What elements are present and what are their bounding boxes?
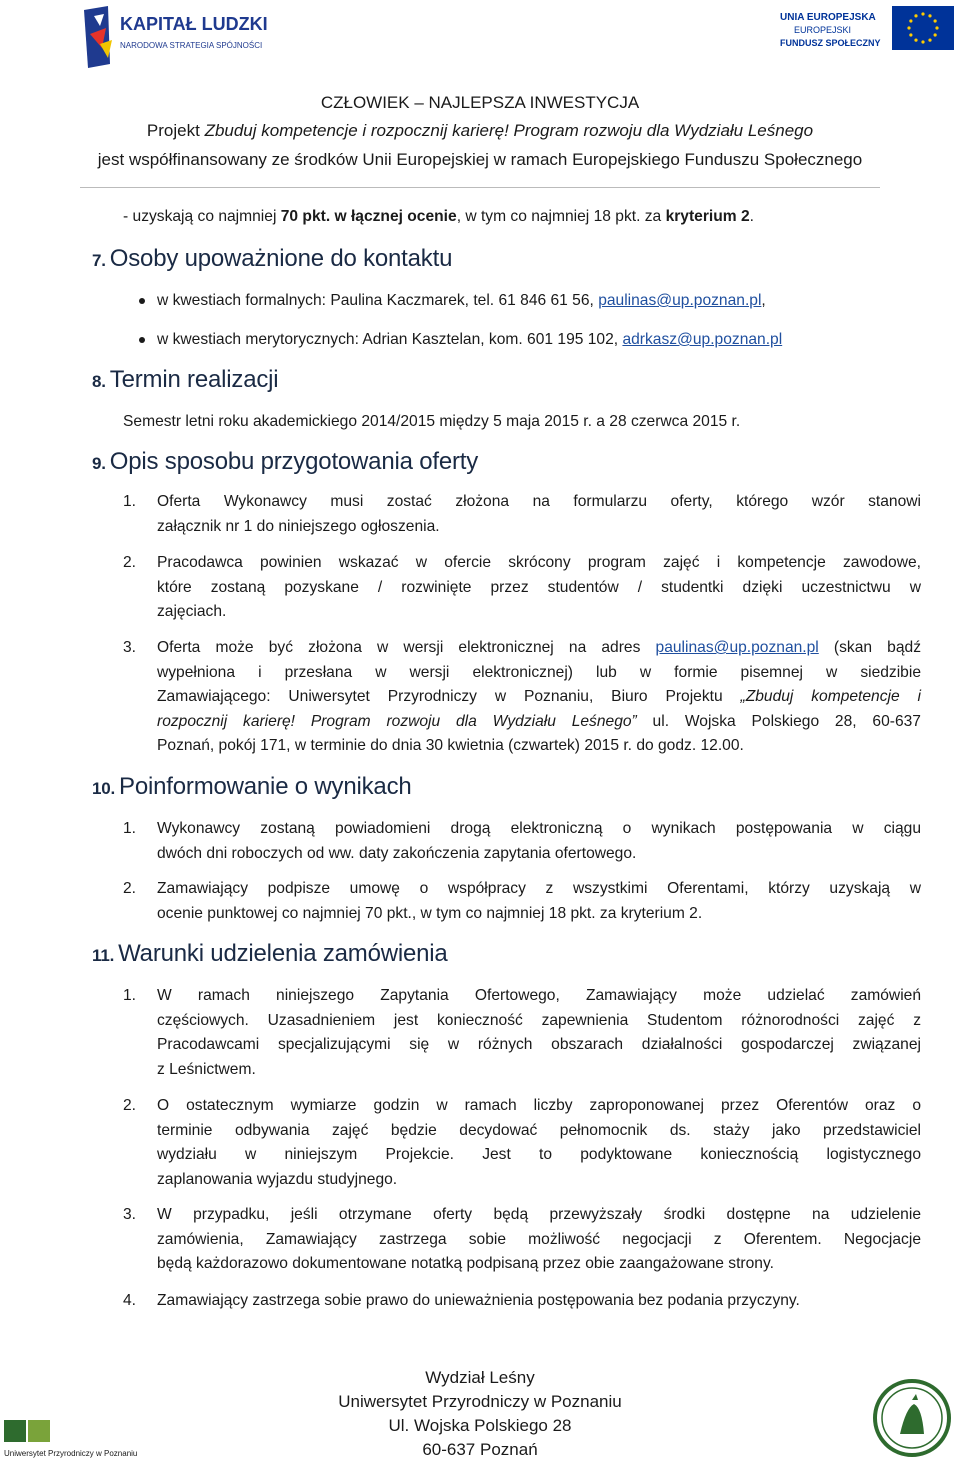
s9-item-3-line: wypełniona i przesłana w wersji elektronicznej) lub w formie pisemnej w siedzibie [157, 663, 921, 681]
s9-item-3-text: ul. Wojska Polskiego 28, 60-637 [636, 712, 921, 730]
intro-p2: , w tym co najmniej 18 pkt. za [456, 208, 666, 225]
s10-item-2 [157, 877, 921, 926]
s10-item-1-line: dwóch dni roboczych od ww. daty zakończenia zapytania ofertowego. [157, 844, 637, 862]
university-logo-text: Uniwersytet Przyrodniczy w Poznaniu [4, 1449, 138, 1458]
s9-item-3-num: 3. [123, 639, 137, 656]
s9-item-3-text: (skan bądź [818, 639, 921, 656]
section-8-text: Semestr letni roku akademickiego 2014/2015 między 5 maja 2015 r. a 28 czerwca 2015 r. [123, 413, 741, 430]
footer-line-2: Uniwersytet Przyrodniczy w Poznaniu [338, 1392, 622, 1411]
university-logo [0, 1418, 140, 1463]
contact-substantive [157, 330, 782, 350]
project-name: Zbuduj kompetencje i rozpocznij karierę! Program rozwoju dla Wydziału Leśnego [204, 121, 814, 140]
eu-star-icon [914, 14, 917, 17]
s10-item-2-line: ocenie punktowej co najmniej 70 pkt., w tym co najmniej 18 pkt. za kryterium 2. [157, 904, 703, 922]
s11-item-1-line: z Leśnictwem. [157, 1060, 256, 1078]
section-10-heading [92, 772, 412, 804]
project-prefix: Projekt [146, 121, 205, 140]
s9-item-2-line: zajęciach. [157, 603, 227, 620]
intro-p3: . [749, 208, 754, 225]
intro-b1: 70 pkt. w łącznej ocenie [280, 208, 457, 225]
section-10-num: 10. [92, 779, 116, 798]
s11-item-2-line: wydziału w niniejszym Projekcie. Jest to podyktowane koniecznością logistycznego [157, 1146, 921, 1163]
footer-line-1: Wydział Leśny [425, 1368, 535, 1387]
eu-star-icon [928, 14, 931, 17]
eu-star-icon [934, 19, 937, 22]
s9-item-1 [157, 490, 921, 539]
section-8-title: Termin realizacji [109, 366, 279, 393]
s10-item-1-num: 1. [123, 820, 137, 837]
s11-item-1-line: Pracodawcami specjalizującymi się w różnych obszarach działalności gospodarczej związanej [157, 1036, 921, 1053]
eu-star-icon [914, 39, 917, 42]
s11-item-3-line: W przypadku, jeśli otrzymane oferty będą przewyższały środki dostępne na udzielenie [157, 1206, 921, 1223]
section-9-num: 9. [92, 454, 106, 473]
eu-star-icon [928, 39, 931, 42]
s11-item-1 [157, 984, 921, 1082]
section-10-title: Poinformowanie o wynikach [119, 773, 412, 800]
ue-line1: UNIA EUROPEJSKA [780, 12, 876, 23]
section-7-title: Osoby upoważnione do kontaktu [109, 245, 453, 272]
section-8-num: 8. [92, 372, 106, 391]
section-8-heading [92, 365, 278, 397]
contact-substantive-email-link[interactable]: adrkasz@up.poznan.pl [622, 331, 783, 348]
s9-item-2-line: które zostaną pozyskane / rozwinięte przez studentów / studentki dzięki uczestnictwu w [157, 578, 921, 596]
s9-item-2 [157, 551, 921, 625]
s11-item-3-num: 3. [123, 1206, 137, 1223]
section-9-heading [92, 447, 478, 479]
contact-formal-text: w kwestiach formalnych: Paulina Kaczmarek, tel. 61 846 61 56, [157, 292, 599, 309]
s9-item-3-line [157, 636, 921, 661]
eu-star-icon [935, 26, 938, 29]
intro-b2: kryterium 2 [665, 208, 750, 225]
intro-line [123, 207, 754, 227]
footer-line-4: 60-637 Poznań [422, 1440, 538, 1459]
intro-p1: - uzyskają co najmniej [123, 208, 281, 225]
s10-item-2-num: 2. [123, 880, 137, 897]
s9-item-3-text: Oferta może być złożona w wersji elektronicznej na adres [157, 639, 656, 656]
s11-item-4 [157, 1289, 921, 1314]
section-9-title: Opis sposobu przygotowania oferty [109, 448, 479, 475]
s11-item-1-num: 1. [123, 987, 137, 1004]
kl-subtitle: NARODOWA STRATEGIA SPÓJNOŚCI [120, 41, 263, 50]
s9-item-3-italic: „Zbuduj kompetencje i [740, 688, 921, 705]
university-logo-mark [28, 1420, 50, 1442]
s11-item-3 [157, 1203, 921, 1277]
s9-item-3-line [157, 710, 921, 735]
s11-item-2-line: zaplanowania wyjazdu studyjnego. [157, 1170, 398, 1188]
s10-item-2-line: Zamawiający podpisze umowę o współpracy z wszystkimi Oferentami, którzy uzyskają w [157, 880, 921, 897]
s11-item-2-num: 2. [123, 1097, 137, 1114]
eu-star-icon [909, 33, 912, 36]
s9-item-3-italic: rozpocznij karierę! Program rozwoju dla Wydziału Leśnego” [157, 712, 637, 730]
kl-title: KAPITAŁ LUDZKI [120, 14, 268, 34]
s9-item-3 [157, 636, 921, 759]
ue-line2: EUROPEJSKI [794, 25, 852, 35]
project-line [0, 121, 960, 141]
s11-item-3-line: zamówienia, Zamawiający zastrzega sobie możliwość negocjacji z Oferentem. Negocjacje [157, 1230, 921, 1248]
s9-item-1-line: załącznik nr 1 do niniejszego ogłoszenia. [157, 517, 440, 535]
s9-item-2-num: 2. [123, 554, 137, 571]
s10-item-1 [157, 817, 921, 866]
s11-item-1-line: W ramach niniejszego Zapytania Ofertowego, Zamawiający może udzielać zamówień [157, 987, 921, 1004]
ue-line3: FUNDUSZ SPOŁECZNY [780, 38, 881, 48]
s11-item-2 [157, 1094, 921, 1192]
footer-line-3: Ul. Wojska Polskiego 28 [388, 1416, 572, 1435]
s11-item-2-line: O ostatecznym wymiarze godzin w ramach liczby zaproponowanej przez Oferentów oraz o [157, 1097, 921, 1114]
header-divider [80, 187, 880, 188]
contact-substantive-text: w kwestiach merytorycznych: Adrian Kasztelan, kom. 601 195 102, [157, 331, 623, 348]
s9-item-1-num: 1. [123, 493, 137, 510]
motto: CZŁOWIEK – NAJLEPSZA INWESTYCJA [320, 93, 640, 112]
bullet-icon [139, 337, 145, 343]
s10-item-1-line: Wykonawcy zostaną powiadomieni drogą elektroniczną o wynikach postępowania w ciągu [157, 820, 921, 837]
s9-item-3-line: Poznań, pokój 171, w terminie do dnia 30 kwietnia (czwartek) 2015 r. do godz. 12.00. [157, 737, 744, 754]
contact-formal-email-link[interactable]: paulinas@up.poznan.pl [598, 292, 762, 309]
eu-star-icon [921, 40, 924, 43]
contact-formal [157, 291, 766, 311]
eu-star-icon [909, 19, 912, 22]
s11-item-1-line: częściowych. Uzasadnieniem jest konieczność zapewnienia Studentom różnorodności zajęć z [157, 1011, 921, 1029]
s9-item-3-line [157, 685, 921, 710]
contact-formal-tail: , [761, 292, 766, 309]
s9-item-1-line: Oferta Wykonawcy musi zostać złożona na formularzu oferty, którego wzór stanowi [157, 493, 921, 510]
bullet-icon [139, 298, 145, 304]
faculty-seal-icon [872, 1378, 952, 1458]
section-11-title: Warunki udzielenia zamówienia [118, 940, 448, 967]
s11-item-4-line: Zamawiający zastrzega sobie prawo do unieważnienia postępowania bez podania przyczyny. [157, 1292, 800, 1309]
section-11-num: 11. [92, 946, 115, 965]
cofinanced-line: jest współfinansowany ze środków Unii Europejskiej w ramach Europejskiego Funduszu Społecznego [97, 150, 863, 169]
s9-item-3-text: Zamawiającego: Uniwersytet Przyrodniczy w Poznaniu, Biuro Projektu [157, 688, 741, 705]
eu-star-icon [921, 12, 924, 15]
s11-item-4-num: 4. [123, 1292, 137, 1309]
section-11-heading [92, 939, 448, 971]
university-logo-mark [4, 1420, 26, 1442]
kapital-ludzki-logo [80, 4, 280, 70]
section-7-heading [92, 244, 452, 276]
eu-star-icon [934, 33, 937, 36]
eu-star-icon [907, 26, 910, 29]
s9-item-3-email-link[interactable]: paulinas@up.poznan.pl [655, 639, 819, 656]
eu-efs-logo [780, 6, 956, 56]
s11-item-2-line: terminie odbywania zajęć będzie decydować pełnomocnik ds. staży jako przedstawiciel [157, 1121, 921, 1139]
s9-item-2-line: Pracodawca powinien wskazać w ofercie skrócony program zajęć i kompetencje zawodowe, [157, 554, 921, 571]
s11-item-3-line: będą każdorazowo dokumentowane notatką podpisaną przez obie zaangażowane strony. [157, 1255, 774, 1272]
section-7-num: 7. [92, 251, 106, 270]
